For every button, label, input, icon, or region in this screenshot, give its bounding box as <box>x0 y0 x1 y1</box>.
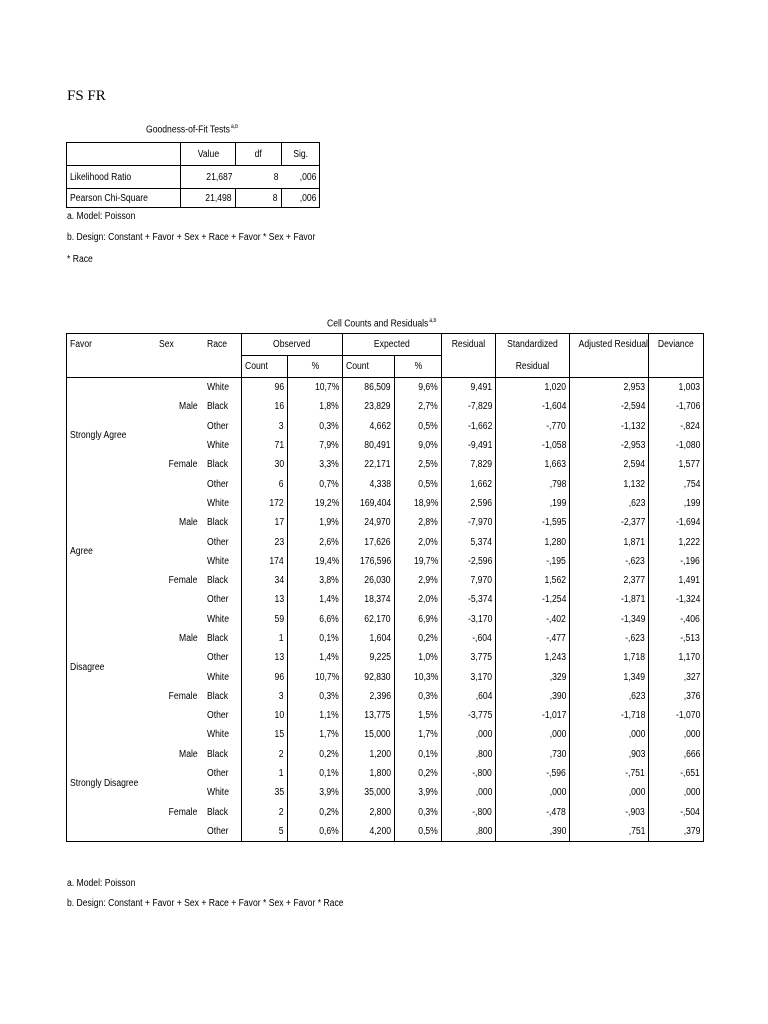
residual: -,604 <box>442 629 496 648</box>
expected-count: 18,374 <box>343 590 395 609</box>
residual: 1,662 <box>442 474 496 493</box>
expected-pct: 1,0% <box>395 648 442 667</box>
expected-count: 23,829 <box>343 397 395 416</box>
observed-pct: 3,8% <box>288 571 343 590</box>
residual: 2,596 <box>442 494 496 513</box>
observed-count: 35 <box>242 783 288 802</box>
residual: -7,970 <box>442 513 496 532</box>
deviance: -,406 <box>680 613 701 625</box>
expected-count: 9,225 <box>343 648 395 667</box>
expected-pct: 1,7% <box>395 725 442 744</box>
sex-label: Male <box>178 517 198 529</box>
observed-count: 2 <box>242 803 288 822</box>
expected-pct: 6,9% <box>395 610 442 629</box>
expected-pct: 1,5% <box>395 706 442 725</box>
page-heading: FS FR <box>67 88 106 104</box>
favor-label: Agree <box>70 546 93 558</box>
adjusted-residual: ,623 <box>570 687 649 706</box>
expected-count: 22,171 <box>343 455 395 474</box>
residual: 3,775 <box>442 648 496 667</box>
observed-pct: 0,3% <box>288 417 343 436</box>
expected-pct: 18,9% <box>395 494 442 513</box>
row-label: Pearson Chi-Square <box>67 189 181 208</box>
gof-title: Goodness-of-Fit Tests$^{a,b}$ <box>146 124 239 136</box>
standardized-residual: 1,663 <box>496 455 570 474</box>
adjusted-residual: 1,132 <box>570 474 649 493</box>
residual: ,000 <box>442 725 496 744</box>
expected-count: 26,030 <box>343 571 395 590</box>
observed-count: 3 <box>242 417 288 436</box>
deviance: ,754 <box>683 478 701 490</box>
race-cell: White <box>204 610 242 629</box>
deviance: ,666 <box>683 748 701 760</box>
expected-pct: 0,3% <box>395 687 442 706</box>
standardized-residual: -1,604 <box>496 397 570 416</box>
race-cell: Black <box>204 687 242 706</box>
adjusted-residual: -1,132 <box>570 417 649 436</box>
deviance: ,379 <box>683 825 701 837</box>
observed-pct: 0,2% <box>288 745 343 764</box>
race-cell: White <box>204 783 242 802</box>
expected-count: 1,200 <box>343 745 395 764</box>
table-row <box>67 783 704 802</box>
standardized-residual: -1,017 <box>496 706 570 725</box>
observed-count: 34 <box>242 571 288 590</box>
gof-note-a: a. Model: Poisson <box>67 211 136 222</box>
race-cell: White <box>204 378 242 398</box>
residual: -5,374 <box>442 590 496 609</box>
residual: -,800 <box>442 764 496 783</box>
sex-label: Female <box>168 575 198 587</box>
favor-label: Strongly Agree <box>70 430 127 442</box>
observed-pct: 1,1% <box>288 706 343 725</box>
observed-count: 17 <box>242 513 288 532</box>
adjusted-residual: 2,377 <box>570 571 649 590</box>
expected-count: 13,775 <box>343 706 395 725</box>
expected-pct: 0,3% <box>395 803 442 822</box>
race-cell: Other <box>204 822 242 842</box>
deviance: -,513 <box>680 633 701 644</box>
observed-pct: 0,1% <box>288 629 343 648</box>
deviance: -1,080 <box>675 440 701 452</box>
race-cell: Black <box>204 455 242 474</box>
race-cell: Other <box>204 590 242 609</box>
expected-count: 24,970 <box>343 513 395 532</box>
expected-count: 1,604 <box>343 629 395 648</box>
deviance: 1,170 <box>678 652 701 664</box>
observed-count: 1 <box>242 629 288 648</box>
standardized-residual: -1,254 <box>496 590 570 609</box>
residual: ,800 <box>442 822 496 842</box>
race-cell: Black <box>204 397 242 416</box>
deviance: 1,222 <box>678 536 701 548</box>
adjusted-residual: -1,349 <box>570 610 649 629</box>
table-row <box>67 552 704 571</box>
observed-count: 71 <box>242 436 288 455</box>
adjusted-residual: -,623 <box>570 629 649 648</box>
race-cell: Other <box>204 532 242 551</box>
expected-count: 1,800 <box>343 764 395 783</box>
table-row <box>67 610 704 629</box>
adjusted-residual: 2,953 <box>570 378 649 398</box>
deviance: ,000 <box>683 787 701 799</box>
race-cell: Other <box>204 417 242 436</box>
observed-pct: 2,6% <box>288 532 343 551</box>
observed-count: 3 <box>242 687 288 706</box>
race-cell: Black <box>204 571 242 590</box>
standardized-residual: -,477 <box>496 629 570 648</box>
observed-count: 96 <box>242 667 288 686</box>
observed-pct: 19,4% <box>288 552 343 571</box>
expected-count: 80,491 <box>343 436 395 455</box>
expected-pct: 2,0% <box>395 532 442 551</box>
residual: -7,829 <box>442 397 496 416</box>
observed-count: 30 <box>242 455 288 474</box>
adjusted-residual: 1,718 <box>570 648 649 667</box>
adjusted-residual: -2,377 <box>570 513 649 532</box>
observed-count: 174 <box>242 552 288 571</box>
observed-pct: 1,9% <box>288 513 343 532</box>
residual: -3,170 <box>442 610 496 629</box>
deviance: -1,324 <box>675 594 701 606</box>
standardized-residual: -,195 <box>496 552 570 571</box>
standardized-residual: 1,020 <box>496 378 570 398</box>
residual: 5,374 <box>442 532 496 551</box>
adjusted-residual: -,623 <box>570 552 649 571</box>
deviance: -,504 <box>680 806 701 818</box>
table-row <box>67 667 704 686</box>
observed-count: 10 <box>242 706 288 725</box>
expected-pct: 10,3% <box>395 667 442 686</box>
race-cell: Black <box>204 745 242 764</box>
residual: -,800 <box>442 803 496 822</box>
favor-label: Strongly Disagree <box>70 777 139 789</box>
standardized-residual: ,000 <box>496 725 570 744</box>
expected-pct: 2,9% <box>395 571 442 590</box>
race-cell: Black <box>204 803 242 822</box>
observed-pct: 1,7% <box>288 725 343 744</box>
adjusted-residual: 2,594 <box>570 455 649 474</box>
expected-count: 4,662 <box>343 417 395 436</box>
observed-pct: 0,7% <box>288 474 343 493</box>
observed-pct: 3,9% <box>288 783 343 802</box>
deviance: ,000 <box>683 729 701 741</box>
observed-pct: 10,7% <box>288 378 343 398</box>
expected-count: 4,338 <box>343 474 395 493</box>
standardized-residual: -,596 <box>496 764 570 783</box>
observed-pct: 0,1% <box>288 764 343 783</box>
standardized-residual: -1,058 <box>496 436 570 455</box>
race-cell: White <box>204 667 242 686</box>
expected-pct: 3,9% <box>395 783 442 802</box>
observed-pct: 10,7% <box>288 667 343 686</box>
expected-count: 176,596 <box>343 552 395 571</box>
race-cell: White <box>204 725 242 744</box>
standardized-residual: 1,280 <box>496 532 570 551</box>
adjusted-residual: ,903 <box>570 745 649 764</box>
standardized-residual: ,390 <box>496 687 570 706</box>
race-cell: Black <box>204 513 242 532</box>
deviance: -1,070 <box>675 710 701 722</box>
standardized-residual: 1,243 <box>496 648 570 667</box>
observed-pct: 6,6% <box>288 610 343 629</box>
adjusted-residual: ,000 <box>570 725 649 744</box>
race-cell: White <box>204 436 242 455</box>
standardized-residual: 1,562 <box>496 571 570 590</box>
deviance: 1,577 <box>678 459 701 471</box>
observed-count: 1 <box>242 764 288 783</box>
residual: -3,775 <box>442 706 496 725</box>
deviance: 1,003 <box>678 382 701 394</box>
adjusted-residual: -2,594 <box>570 397 649 416</box>
race-cell: Other <box>204 648 242 667</box>
deviance: -1,706 <box>675 401 701 413</box>
standardized-residual: -1,595 <box>496 513 570 532</box>
table-row <box>67 436 704 455</box>
observed-count: 16 <box>242 397 288 416</box>
observed-pct: 19,2% <box>288 494 343 513</box>
observed-count: 15 <box>242 725 288 744</box>
race-cell: Other <box>204 706 242 725</box>
residual: 3,170 <box>442 667 496 686</box>
observed-count: 2 <box>242 745 288 764</box>
favor-label: Disagree <box>70 661 105 673</box>
observed-pct: 3,3% <box>288 455 343 474</box>
residual: 7,970 <box>442 571 496 590</box>
residual: ,800 <box>442 745 496 764</box>
observed-pct: 1,8% <box>288 397 343 416</box>
expected-pct: 9,6% <box>395 378 442 398</box>
expected-pct: 0,1% <box>395 745 442 764</box>
sex-label: Female <box>168 459 198 471</box>
goodness-of-fit-table: Value df Sig. Likelihood Ratio 21,687 8 ,006 Pearson Chi-Square 21,498 8 ,006 <box>66 142 320 208</box>
standardized-residual: -,478 <box>496 803 570 822</box>
deviance: -,651 <box>680 768 701 780</box>
deviance: ,327 <box>683 671 701 683</box>
observed-count: 59 <box>242 610 288 629</box>
expected-pct: 2,7% <box>395 397 442 416</box>
adjusted-residual: ,000 <box>570 783 649 802</box>
sex-label: Male <box>178 748 198 760</box>
adjusted-residual: 1,349 <box>570 667 649 686</box>
residual: -9,491 <box>442 436 496 455</box>
table-row <box>67 378 704 398</box>
cell-counts-table: Favor Sex Race Observed Expected Residual Standardized Adjusted Residual Deviance Count % Count % Residual Strongly Agree Male White 96 10,7% 86,509 9,6% 9,491 1,020 2,953 1,003 Black 16 1,8% 23,829 2,7% -7,829 -1,604 -2,594 -1,706 Other 3 0,3% 4,662 0,5% -1,662 -,770 -1,132 -,824 Female White 71 7,9% 80,491 9,0% -9,491 -1,058 -2,953 -1,080 Black 30 3,3% 22,171 2,5% 7,829 1,663 2,594 1,577 Other 6 0,7% 4,338 0,5% 1,662 ,798 1,132 ,754 Agree Male White 172 19,2% 169,404 18,9% 2,596 ,199 ,623 ,199 Black 17 1,9% 24,970 2,8% -7,970 -1,595 -2,377 -1,694 Other 23 2,6% 17,626 2,0% 5,374 1,280 1,871 1,222 Female White 174 19,4% 176,596 19,7% -2,596 -,195 -,623 -,196 Black 34 3,8% 26,030 2,9% 7,970 1,562 2,377 1,491 Other 13 1,4% 18,374 2,0% -5,374 -1,254 -1,871 -1,324 Disagree Male White 59 6,6% 62,170 6,9% -3,170 -,402 -1,349 -,406 Black 1 0,1% 1,604 0,2% -,604 -,477 -,623 -,513 Other 13 1,4% 9,225 1,0% 3,775 1,243 1,718 1,170 Female White 96 10,7% 92,830 10,3% 3,170 ,329 1,349 ,327 Black 3 0,3% 2,396 0,3% ,604 ,390 ,623 ,376 Other 10 1,1% 13,775 1,5% -3,775 -1,017 -1,718 -1,070 Strongly Disagree Male White 15 1,7% 15,000 1,7% ,000 ,000 ,000 ,000 Black 2 0,2% 1,200 0,1% ,800 ,730 ,903 ,666 Other 1 0,1% 1,800 0,2% -,800 -,596 -,751 -,651 Female White 35 3,9% 35,000 3,9% ,000 ,000 ,000 ,000 Black 2 0,2% 2,800 0,3% -,800 -,478 -,903 -,504 Other 5 0,6% 4,200 0,5% ,800 ,390 ,751 ,379 <box>66 333 704 842</box>
race-cell: Other <box>204 764 242 783</box>
observed-pct: 1,4% <box>288 648 343 667</box>
race-cell: Other <box>204 474 242 493</box>
standardized-residual: ,199 <box>496 494 570 513</box>
expected-count: 86,509 <box>343 378 395 398</box>
expected-pct: 9,0% <box>395 436 442 455</box>
expected-count: 17,626 <box>343 532 395 551</box>
sex-label: Female <box>168 690 198 702</box>
adjusted-residual: 1,871 <box>570 532 649 551</box>
standardized-residual: ,730 <box>496 745 570 764</box>
observed-count: 172 <box>242 494 288 513</box>
standardized-residual: ,390 <box>496 822 570 842</box>
cell-counts-note-b: b. Design: Constant + Favor + Sex + Race + Favor * Sex + Favor * Race <box>67 898 344 909</box>
standardized-residual: -,770 <box>496 417 570 436</box>
expected-count: 2,396 <box>343 687 395 706</box>
standardized-residual: -,402 <box>496 610 570 629</box>
race-cell: Black <box>204 629 242 648</box>
expected-count: 92,830 <box>343 667 395 686</box>
adjusted-residual: ,751 <box>570 822 649 842</box>
deviance: ,199 <box>683 497 701 509</box>
adjusted-residual: -1,871 <box>570 590 649 609</box>
race-cell: White <box>204 552 242 571</box>
expected-pct: 0,5% <box>395 474 442 493</box>
row-label: Likelihood Ratio <box>67 166 181 189</box>
expected-pct: 2,8% <box>395 513 442 532</box>
adjusted-residual: -,751 <box>570 764 649 783</box>
expected-pct: 0,2% <box>395 629 442 648</box>
sex-label: Female <box>168 806 198 818</box>
adjusted-residual: -1,718 <box>570 706 649 725</box>
race-cell: White <box>204 494 242 513</box>
expected-pct: 0,5% <box>395 417 442 436</box>
residual: ,604 <box>442 687 496 706</box>
observed-count: 6 <box>242 474 288 493</box>
observed-pct: 1,4% <box>288 590 343 609</box>
deviance: -,196 <box>680 555 701 567</box>
table-row <box>67 494 704 513</box>
observed-count: 13 <box>242 648 288 667</box>
standardized-residual: ,329 <box>496 667 570 686</box>
residual: 7,829 <box>442 455 496 474</box>
deviance: 1,491 <box>678 575 701 587</box>
observed-count: 5 <box>242 822 288 842</box>
sex-label: Male <box>178 633 198 644</box>
deviance: -,824 <box>680 420 701 432</box>
residual: ,000 <box>442 783 496 802</box>
adjusted-residual: -,903 <box>570 803 649 822</box>
expected-count: 169,404 <box>343 494 395 513</box>
standardized-residual: ,798 <box>496 474 570 493</box>
expected-pct: 0,5% <box>395 822 442 842</box>
expected-pct: 2,0% <box>395 590 442 609</box>
deviance: -1,694 <box>675 517 701 529</box>
table-row <box>67 725 704 744</box>
gof-note-b: b. Design: Constant + Favor + Sex + Race + Favor * Sex + Favor <box>67 232 316 243</box>
gof-note-b-cont: * Race <box>67 254 93 265</box>
expected-count: 2,800 <box>343 803 395 822</box>
deviance: ,376 <box>683 690 701 702</box>
observed-count: 23 <box>242 532 288 551</box>
observed-pct: 0,2% <box>288 803 343 822</box>
expected-pct: 19,7% <box>395 552 442 571</box>
observed-pct: 0,6% <box>288 822 343 842</box>
adjusted-residual: ,623 <box>570 494 649 513</box>
expected-pct: 2,5% <box>395 455 442 474</box>
expected-count: 35,000 <box>343 783 395 802</box>
residual: -1,662 <box>442 417 496 436</box>
observed-pct: 7,9% <box>288 436 343 455</box>
residual: 9,491 <box>442 378 496 398</box>
residual: -2,596 <box>442 552 496 571</box>
adjusted-residual: -2,953 <box>570 436 649 455</box>
observed-count: 96 <box>242 378 288 398</box>
cell-counts-note-a: a. Model: Poisson <box>67 878 136 889</box>
expected-count: 4,200 <box>343 822 395 842</box>
expected-pct: 0,2% <box>395 764 442 783</box>
sex-label: Male <box>178 401 198 413</box>
cell-counts-title: Cell Counts and Residuals$^{a,b}$ <box>327 318 437 330</box>
expected-count: 62,170 <box>343 610 395 629</box>
observed-pct: 0,3% <box>288 687 343 706</box>
standardized-residual: ,000 <box>496 783 570 802</box>
observed-count: 13 <box>242 590 288 609</box>
expected-count: 15,000 <box>343 725 395 744</box>
